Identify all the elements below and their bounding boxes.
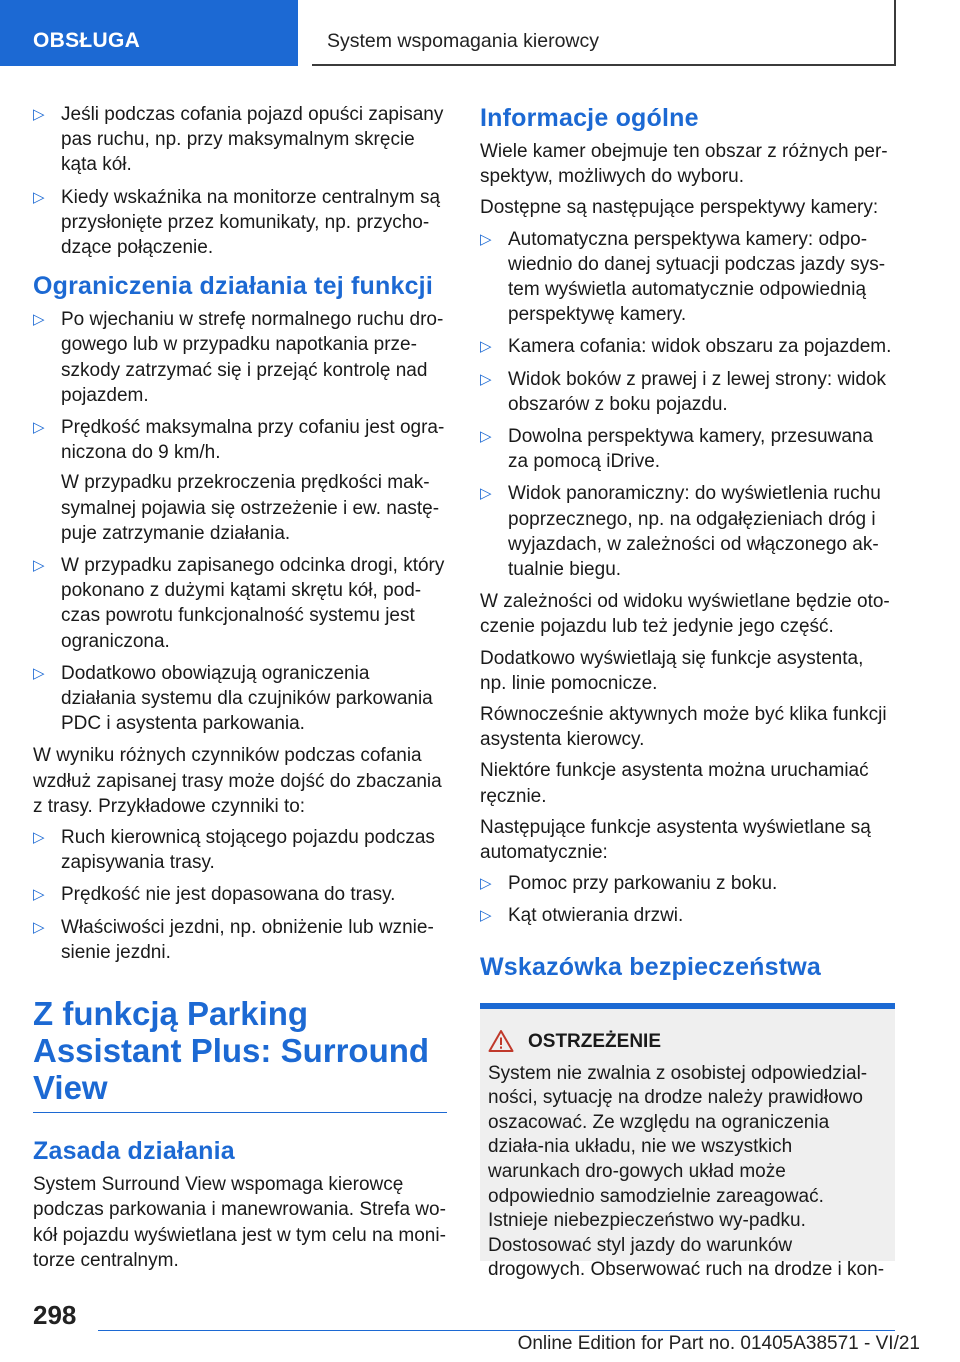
list-item: ▷ Kamera cofania: widok obszaru za pojazdem. (480, 334, 895, 359)
bullet-list-auto-functions (480, 871, 895, 928)
paragraph: Dodatkowo wyświetlają się funkcje asystenta, np. linie pomocnicze. (480, 647, 864, 694)
triangle-bullet-icon: ▷ (480, 485, 492, 503)
list-item: ▷ Po wjechaniu w strefę normalnego ruchu dro-gowego lub w przypadku napotkania prze-szkody zatrzymać się i przejąć kontrolę nad pojazdem. (33, 309, 444, 406)
triangle-bullet-icon: ▷ (33, 829, 45, 847)
list-item: ▷ Widok boków z prawej i z lewej strony: widok obszarów z boku pojazdu. (480, 368, 887, 415)
list-item: ▷ Kąt otwierania drzwi. (480, 903, 895, 928)
bullet-list-limits (33, 307, 447, 736)
warning-title: OSTRZEŻENIE (528, 1030, 662, 1052)
list-item: ▷ Pomoc przy parkowaniu z boku. (480, 871, 895, 896)
heading-general: Informacje ogólne (480, 104, 699, 132)
chapter-title: System wspomagania kierowcy (312, 0, 896, 66)
list-item: ▷ W przypadku zapisanego odcinka drogi, który pokonano z dużymi kątami skrętu kół, pod-czas powrotu funkcjonalność systemu jest ograniczona. (33, 555, 445, 652)
heading-safety: Wskazówka bezpieczeństwa (480, 952, 822, 981)
triangle-bullet-icon: ▷ (33, 106, 45, 123)
list-item: ▷ Dodatkowo obowiązują ograniczenia działania systemu dla czujników parkowania PDC i asystenta parkowania. (33, 662, 433, 735)
triangle-bullet-icon: ▷ (33, 918, 45, 936)
paragraph-factors: W wyniku różnych czynników podczas cofania wzdłuż zapisanej trasy może dojść do zbaczania z trasy. Przykładowe czynniki to: (33, 745, 442, 817)
heading-limits: Ograniczenia działania tej funkcji (33, 272, 433, 301)
list-item: ▷ Automatyczna perspektywa kamery: odpo-wiednio do danej sytuacji podczas jazdy sys-tem wyświetla automatycznie odpowiednią perspektywę kamery. (480, 228, 886, 326)
triangle-bullet-icon: ▷ (480, 370, 492, 388)
bullet-list-route (33, 102, 447, 260)
triangle-bullet-icon: ▷ (480, 230, 492, 248)
triangle-bullet-icon: ▷ (33, 557, 45, 575)
list-item: ▷ Kiedy wskaźnika na monitorze centralnym są przysłonięte przez komunikaty, np. przycho-dzące połączenie. (33, 186, 441, 259)
main-heading: Z funkcją Parking Assistant Plus: Surround View (33, 995, 447, 1113)
list-item: ▷ Jeśli podczas cofania pojazd opuści zapisany pas ruchu, np. przy maksymalnym skręcie kąta kół. (33, 104, 444, 176)
warning-triangle-icon (488, 1029, 514, 1053)
bullet-list-perspectives (480, 227, 895, 583)
paragraph: Równocześnie aktywnych może być klika funkcji asystenta kierowcy. (480, 704, 887, 751)
paragraph: Wiele kamer obejmuje ten obszar z różnych per-spektyw, możliwych do wyboru. (480, 141, 888, 188)
triangle-bullet-icon: ▷ (33, 886, 45, 904)
page-number: 298 (33, 1300, 77, 1330)
footer-divider (98, 1330, 895, 1331)
warning-text: System nie zwalnia z osobistej odpowiedzial-ności, sytuację na drodze należy prawidłowo oszacować. Ze względu na ograniczenia działa-nia układu, nie we wszystkich warunkach dro-gowych układ może odpowiednio samodzielnie zareagować. Istnieje niebezpieczeństwo wy-padku. Dostosować styl jazdy do warunków drogowych. Obserwować ruch na drodze i kon- (488, 1062, 885, 1281)
triangle-bullet-icon: ▷ (480, 875, 492, 893)
triangle-bullet-icon: ▷ (480, 428, 492, 446)
triangle-bullet-icon: ▷ (33, 188, 45, 206)
right-column (480, 102, 895, 1281)
left-column (33, 102, 447, 1279)
list-item-note: W przypadku przekroczenia prędkości mak-symalnej pojawia się ostrzeżenie i ew. nastę-puje zatrzymanie działania. (61, 472, 440, 544)
footer-edition: Online Edition for Part no. 01405A38571 - VI/21 (517, 1333, 920, 1354)
list-item: ▷ Prędkość nie jest dopasowana do trasy. (33, 882, 447, 907)
triangle-bullet-icon: ▷ (480, 907, 492, 925)
list-item: ▷ Prędkość maksymalna przy cofaniu jest ogra-niczona do 9 km/h. W przypadku przekroczenia prędkości mak-symalnej pojawia się ostrzeżenie i ew. nastę-puje zatrzymanie działania. (33, 415, 447, 546)
triangle-bullet-icon: ▷ (33, 311, 45, 329)
triangle-bullet-icon: ▷ (480, 338, 492, 356)
bullet-list-factors (33, 825, 447, 965)
triangle-bullet-icon: ▷ (33, 419, 45, 437)
paragraph: Dostępne są następujące perspektywy kamery: (480, 197, 879, 219)
triangle-bullet-icon: ▷ (33, 664, 45, 682)
paragraph-principle: System Surround View wspomaga kierowcę podczas parkowania i manewrowania. Strefa wo-kół pojazdu wyświetlana jest w tym celu na moni-torze centralnym. (33, 1174, 446, 1271)
paragraph: Niektóre funkcje asystenta można uruchamiać ręcznie. (480, 760, 869, 807)
list-item: ▷ Dowolna perspektywa kamery, przesuwana za pomocą iDrive. (480, 426, 874, 473)
paragraph: W zależności od widoku wyświetlane będzie oto-czenie pojazdu lub też jedynie jego część. (480, 591, 890, 638)
warning-box (480, 1003, 895, 1281)
paragraph: Następujące funkcje asystenta wyświetlane są automatycznie: (480, 816, 871, 864)
list-item: ▷ Właściwości jezdni, np. obniżenie lub wznie-sienie jezdni. (33, 916, 434, 963)
list-item: ▷ Widok panoramiczny: do wyświetlenia ruchu poprzecznego, np. na odgałęzieniach dróg i wyjazdach, w zależności od włączonego ak-tualnie biegu. (480, 483, 881, 581)
warning-header (488, 1029, 887, 1054)
page-header (0, 0, 960, 66)
heading-principle: Zasada działania (33, 1137, 235, 1166)
section-tab[interactable]: OBSŁUGA (0, 0, 298, 66)
list-item: ▷ Ruch kierownicą stojącego pojazdu podczas zapisywania trasy. (33, 827, 435, 874)
